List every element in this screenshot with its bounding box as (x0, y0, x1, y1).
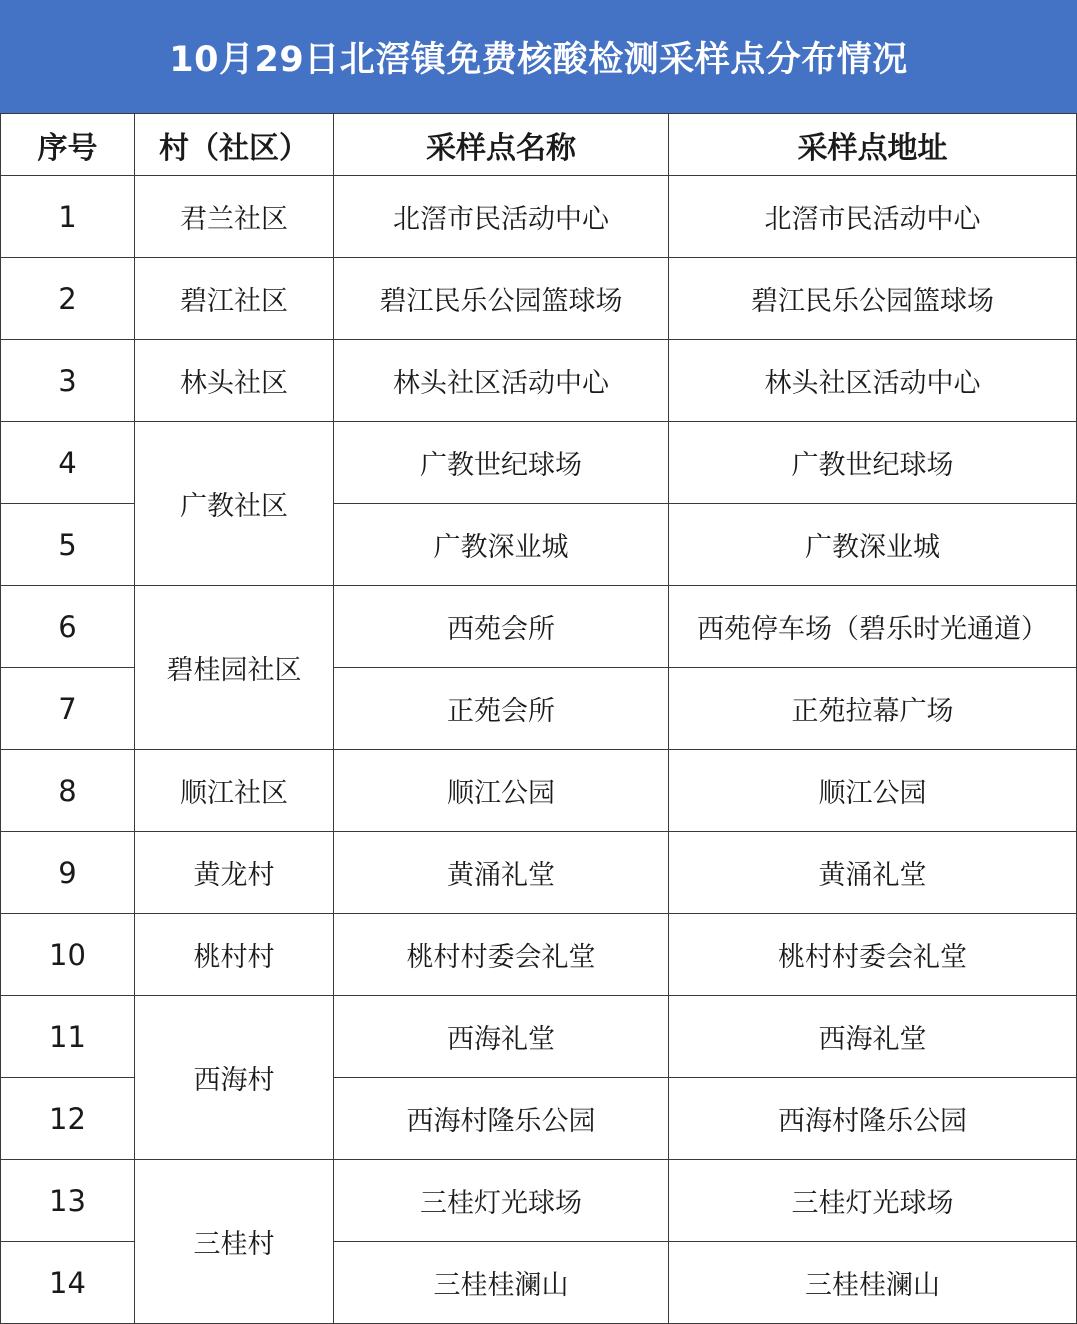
row-site-address: 广教世纪球场 (669, 422, 1077, 504)
row-community: 碧江社区 (135, 258, 334, 340)
row-index: 9 (1, 832, 135, 914)
row-site-name: 北滘市民活动中心 (334, 176, 669, 258)
row-index: 3 (1, 340, 135, 422)
row-index: 6 (1, 586, 135, 668)
row-site-name: 三桂灯光球场 (334, 1160, 669, 1242)
row-community: 广教社区 (135, 422, 334, 586)
row-site-name: 西海礼堂 (334, 996, 669, 1078)
table-row (1, 176, 1077, 258)
row-index: 5 (1, 504, 135, 586)
row-community: 君兰社区 (135, 176, 334, 258)
row-site-address: 西海村隆乐公园 (669, 1078, 1077, 1160)
row-community: 顺江社区 (135, 750, 334, 832)
row-site-name: 林头社区活动中心 (334, 340, 669, 422)
row-community: 林头社区 (135, 340, 334, 422)
header-site-name: 采样点名称 (334, 114, 669, 176)
row-site-name: 黄涌礼堂 (334, 832, 669, 914)
table-row (1, 340, 1077, 422)
row-index: 11 (1, 996, 135, 1078)
table-header-row (1, 114, 1077, 176)
row-index: 8 (1, 750, 135, 832)
row-community: 碧桂园社区 (135, 586, 334, 750)
header-index: 序号 (1, 114, 135, 176)
row-index: 2 (1, 258, 135, 340)
table-row (1, 586, 1077, 668)
row-index: 13 (1, 1160, 135, 1242)
row-community: 西海村 (135, 996, 334, 1160)
table-row (1, 996, 1077, 1078)
row-site-address: 西海礼堂 (669, 996, 1077, 1078)
table-row (1, 258, 1077, 340)
row-site-name: 顺江公园 (334, 750, 669, 832)
row-community: 桃村村 (135, 914, 334, 996)
row-site-name: 碧江民乐公园篮球场 (334, 258, 669, 340)
row-site-address: 西苑停车场（碧乐时光通道） (669, 586, 1077, 668)
row-community: 三桂村 (135, 1160, 334, 1324)
row-site-name: 三桂桂澜山 (334, 1242, 669, 1324)
table-row (1, 422, 1077, 504)
page-title: 10月29日北滘镇免费核酸检测采样点分布情况 (0, 0, 1077, 113)
row-index: 10 (1, 914, 135, 996)
row-site-address: 顺江公园 (669, 750, 1077, 832)
row-site-address: 正苑拉幕广场 (669, 668, 1077, 750)
table-row (1, 750, 1077, 832)
row-site-address: 林头社区活动中心 (669, 340, 1077, 422)
row-index: 14 (1, 1242, 135, 1324)
row-site-address: 桃村村委会礼堂 (669, 914, 1077, 996)
row-site-address: 北滘市民活动中心 (669, 176, 1077, 258)
header-community: 村（社区） (135, 114, 334, 176)
table-row (1, 914, 1077, 996)
row-site-address: 黄涌礼堂 (669, 832, 1077, 914)
row-site-address: 碧江民乐公园篮球场 (669, 258, 1077, 340)
row-index: 4 (1, 422, 135, 504)
row-site-name: 正苑会所 (334, 668, 669, 750)
row-index: 1 (1, 176, 135, 258)
row-site-name: 桃村村委会礼堂 (334, 914, 669, 996)
table-row (1, 832, 1077, 914)
row-index: 7 (1, 668, 135, 750)
table-row (1, 1160, 1077, 1242)
row-index: 12 (1, 1078, 135, 1160)
sampling-sites-table (0, 113, 1077, 1324)
row-site-name: 广教深业城 (334, 504, 669, 586)
row-site-name: 广教世纪球场 (334, 422, 669, 504)
row-site-name: 西海村隆乐公园 (334, 1078, 669, 1160)
row-community: 黄龙村 (135, 832, 334, 914)
row-site-address: 广教深业城 (669, 504, 1077, 586)
row-site-address: 三桂桂澜山 (669, 1242, 1077, 1324)
header-site-address: 采样点地址 (669, 114, 1077, 176)
row-site-address: 三桂灯光球场 (669, 1160, 1077, 1242)
row-site-name: 西苑会所 (334, 586, 669, 668)
